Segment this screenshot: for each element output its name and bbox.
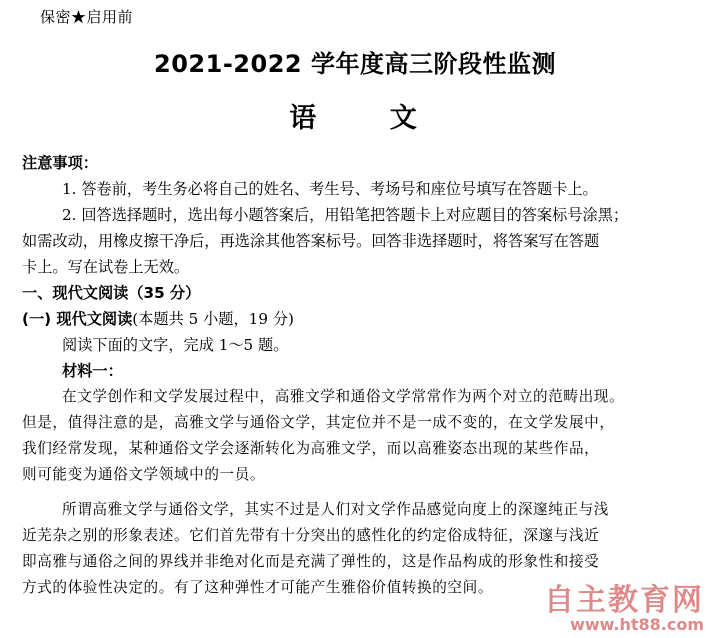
- subsection-heading: [22, 306, 696, 332]
- passage-p2-line-2: 近芜杂之别的形象表述。它们首先带有十分突出的感性化的约定俗成特征，深邃与浅近: [22, 527, 600, 544]
- passage-p1-line-4: 则可能变为通俗文学领域中的一员。: [22, 466, 266, 483]
- confidential-label: 保密★启用前: [40, 8, 134, 26]
- passage-p2-line-1: 所谓高雅文学与通俗文学，其实不过是人们对文学作品感觉向度上的深邃纯正与浅: [62, 501, 609, 518]
- notice-item-2-line-1: 2. 回答选择题时，选出每小题答案后，用铅笔把答题卡上对应题目的答案标号涂黑；: [62, 206, 629, 224]
- reading-instruction: 阅读下面的文字，完成 1～5 题。: [62, 336, 289, 354]
- exam-body: [22, 150, 696, 601]
- exam-title: 2021-2022 学年度高三阶段性监测: [154, 50, 556, 78]
- passage-p1-line-2: 但是，值得注意的是，高雅文学与通俗文学，其定位并不是一成不变的，在文学发展中，: [22, 414, 615, 431]
- section-heading: 一、现代文阅读（35 分）: [22, 284, 201, 302]
- passage-p2-line-4: 方式的体验性决定的。有了这种弹性才可能产生雅俗价值转换的空间。: [22, 579, 494, 596]
- subsection-note: (本题共 5 小题，19 分): [132, 310, 294, 328]
- passage-p1-line-3: 我们经常发现，某种通俗文学会逐渐转化为高雅文学，而以高雅姿态出现的某些作品，: [22, 440, 600, 457]
- passage-p2-line-3: 即高雅与通俗之间的界线并非绝对化而是充满了弹性的，这是作品构成的形象性和接受: [22, 553, 600, 570]
- notice-item-2-line-3: 卡上。写在试卷上无效。: [22, 258, 190, 276]
- watermark-site-name: 自主教育网: [544, 583, 704, 618]
- material-label: 材料一：: [62, 362, 123, 380]
- subsection-title: (一) 现代文阅读: [22, 310, 133, 328]
- notice-heading: 注意事项：: [22, 154, 98, 172]
- notice-item-2-line-2: 如需改动，用橡皮擦干净后，再选涂其他答案标号。回答非选择题时，将答案写在答题: [22, 232, 600, 250]
- passage-p1-line-1: 在文学创作和文学发展过程中，高雅文学和通俗文学常常作为两个对立的范畴出现。: [62, 388, 625, 405]
- site-watermark: [544, 575, 704, 634]
- subject-title: 语 文: [289, 103, 449, 134]
- notice-item-1: 1. 答卷前，考生务必将自己的姓名、考生号、考场号和座位号填写在答题卡上。: [62, 180, 598, 198]
- watermark-url: www.ht88.com: [570, 615, 704, 634]
